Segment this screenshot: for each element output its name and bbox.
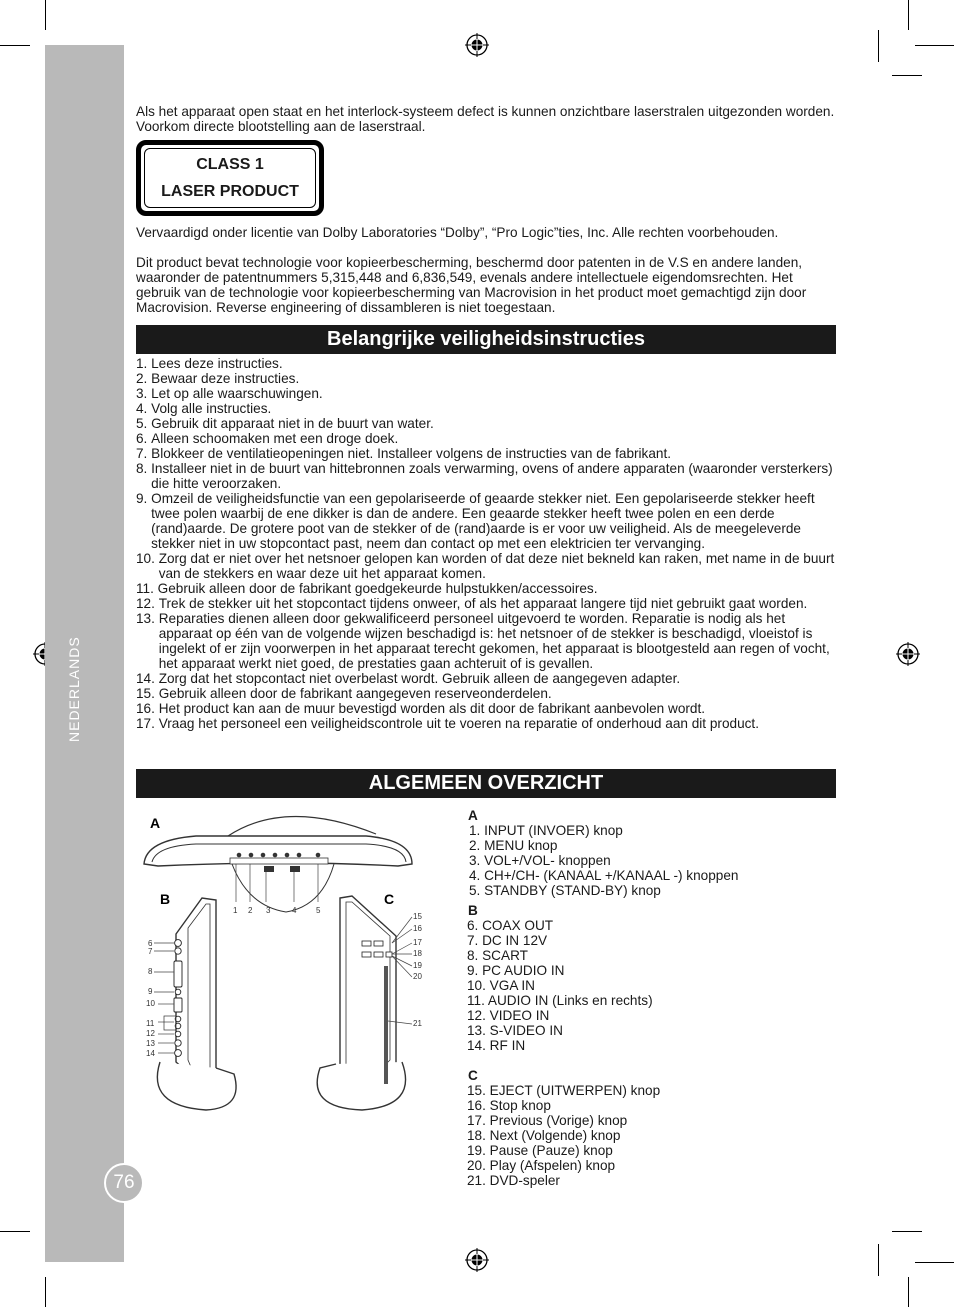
safety-item-text: Zorg dat er niet over het netsnoer gelopen kan worden of dat deze niet bekneld kan raken, met name in de buurt van de stekkers en waar deze uit het apparaat komen. [158, 551, 835, 581]
port-svideo [175, 1040, 181, 1046]
safety-item-number: 16. [136, 701, 159, 716]
legend-item: 9. PC AUDIO IN [467, 963, 565, 978]
dolby-text: Vervaardigd onder licentie van Dolby Laboratories “Dolby”, “Pro Logic”ties, Inc. Alle rechten voorbehouden. [136, 225, 779, 240]
callout-number: 3 [266, 906, 271, 915]
registration-mark-icon [465, 33, 489, 57]
crop-mark [878, 30, 879, 62]
legend-item: 7. DC IN 12V [467, 933, 548, 948]
crop-mark [0, 45, 30, 46]
btn-previous [362, 952, 371, 957]
left-stand [157, 1062, 236, 1110]
callout-number: 4 [292, 906, 297, 915]
safety-item-number: 14. [136, 671, 159, 686]
safety-item-text: Reparaties dienen alleen door gekwalificeerd personeel uitgevoerd te worden. Reparatie is nodig als het apparaat op één van de volgende wijzen beschadigd is: het netsnoer of de stekker is beschadigd, vloeistof is ingelekt of er zijn voorwerpen in het apparaat terecht gekomen, het apparaat is blootgesteld aan regen of vocht, het apparaat werkt niet goed, de prestaties gaan achteruit of is gevallen. [158, 611, 830, 671]
safety-item [136, 596, 836, 611]
laser-warning-text: Als het apparaat open staat en het interlock-systeem defect is kunnen onzichtbare laserstralen uitgezonden worden. Voorkom directe blootstelling aan de laserstraal. [136, 104, 835, 134]
callout-number: 8 [148, 967, 153, 976]
safety-item [136, 611, 836, 671]
button-dot [316, 853, 321, 858]
button-dot [297, 853, 302, 858]
crop-mark [892, 75, 922, 76]
safety-item [136, 716, 836, 731]
safety-item [136, 401, 836, 416]
callout-number: 10 [146, 999, 155, 1008]
button-dot [273, 853, 278, 858]
button-strip [230, 858, 328, 864]
diagram-label-a: A [150, 815, 161, 831]
legend-item: 6. COAX OUT [467, 918, 554, 933]
crop-mark [892, 1231, 922, 1232]
safety-item [136, 686, 836, 701]
safety-item-text: Lees deze instructies. [151, 356, 283, 371]
callout-number: 11 [146, 1019, 155, 1028]
port-dc [175, 948, 181, 954]
crop-mark [915, 1262, 954, 1263]
callout-number: 1 [233, 906, 238, 915]
legend-item: 11. AUDIO IN (Links en rechts) [467, 993, 653, 1008]
product-diagram [136, 806, 436, 1116]
callout-number: 9 [148, 987, 153, 996]
btn-eject [362, 941, 371, 946]
safety-item [136, 356, 836, 371]
legend-heading-c: C [468, 1068, 478, 1083]
safety-item-text: Alleen schoomaken met een droge doek. [151, 431, 399, 446]
safety-item [136, 701, 836, 716]
callout-number: 2 [248, 906, 253, 915]
legend-item: 5. STANDBY (STAND-BY) knop [469, 883, 661, 898]
button-dot [285, 853, 290, 858]
safety-item [136, 551, 836, 581]
language-label: NEDERLANDS [66, 636, 82, 742]
safety-item-number: 3. [136, 386, 152, 401]
crop-mark [915, 45, 954, 46]
crop-mark [0, 1231, 30, 1232]
safety-item-text: Trek de stekker uit het stopcontact tijdens onweer, of als het apparaat langere tijd niet gebruikt gaat worden. [158, 596, 808, 611]
legend-heading-b: B [468, 903, 478, 918]
side-bar [45, 45, 124, 1262]
legend-item: 17. Previous (Vorige) knop [467, 1113, 628, 1128]
callout-number: 17 [413, 938, 422, 947]
callout-number: 13 [146, 1039, 155, 1048]
safety-item-text: Vraag het personeel een veiligheidscontrole uit te voeren na reparatie of onderhoud aan dit product. [158, 716, 759, 731]
btn-next [374, 952, 383, 957]
laser-class-line1: CLASS 1 [196, 156, 264, 173]
safety-heading: Belangrijke veiligheidsinstructies [136, 325, 836, 354]
callout-number: 14 [146, 1049, 155, 1058]
callout-number: 19 [413, 961, 422, 970]
safety-item-number: 12. [136, 596, 159, 611]
safety-item [136, 386, 836, 401]
legend-group-a [468, 808, 738, 898]
stand-outline [228, 816, 376, 836]
safety-item-number: 13. [136, 611, 159, 626]
safety-item [136, 416, 836, 431]
callout-number: 5 [316, 906, 321, 915]
legend-item: 18. Next (Volgende) knop [467, 1128, 621, 1143]
callout-number: 16 [413, 924, 422, 933]
btn-pause [386, 952, 392, 957]
safety-item-number: 4. [136, 401, 152, 416]
safety-item-text: Let op alle waarschuwingen. [151, 386, 323, 401]
registration-mark-icon [896, 642, 920, 666]
safety-item-text: Gebruik alleen door de fabrikant aangegeven reserveonderdelen. [158, 686, 552, 701]
legend-item: 16. Stop knop [467, 1098, 551, 1113]
safety-item-number: 7. [136, 446, 152, 461]
callout-number: 6 [148, 939, 153, 948]
callout-number: 15 [413, 912, 422, 921]
safety-item-text: Installeer niet in de buurt van hittebronnen zoals verwarming, ovens of andere apparaten (waaronder versterkers) die hitte veroorzaken. [151, 461, 833, 491]
overview-heading: ALGEMEEN OVERZICHT [136, 769, 836, 798]
safety-list [136, 356, 836, 731]
port-coax [175, 940, 182, 947]
safety-item-text: Gebruik alleen door de fabrikant goedgekeurde hulpstukken/accessoires. [157, 581, 598, 596]
ch-rocker [290, 866, 300, 872]
callout-number: 18 [413, 949, 422, 958]
legend-heading-a: A [468, 808, 478, 823]
page-number: 76 [104, 1163, 144, 1203]
safety-item-text: Zorg dat het stopcontact niet overbelast wordt. Gebruik alleen de aangegeven adapter. [158, 671, 681, 686]
port-rf [175, 1050, 182, 1057]
diagram-label-c: C [384, 891, 395, 907]
safety-item-number: 8. [136, 461, 152, 476]
safety-item [136, 581, 836, 596]
safety-item-text: Bewaar deze instructies. [151, 371, 300, 386]
safety-item-text: Het product kan aan de muur bevestigd worden als dit door de fabrikant aanbevolen wordt. [158, 701, 706, 716]
safety-item-number: 15. [136, 686, 159, 701]
laser-class-line2: LASER PRODUCT [161, 183, 299, 200]
safety-item-number: 10. [136, 551, 159, 566]
legend-item: 21. DVD-speler [467, 1173, 560, 1188]
safety-item-number: 6. [136, 431, 152, 446]
port-pc-audio [175, 989, 181, 995]
safety-item [136, 431, 836, 446]
legend-item: 12. VIDEO IN [467, 1008, 550, 1023]
legend-group-c [468, 1068, 660, 1188]
registration-mark-icon [465, 1248, 489, 1272]
port-vga [174, 998, 182, 1012]
safety-item-text: Gebruik dit apparaat niet in de buurt van water. [151, 416, 434, 431]
legend-item: 4. CH+/CH- (KANAAL +/KANAAL -) knoppen [469, 868, 739, 883]
safety-item-text: Blokkeer de ventilatieopeningen niet. Installeer volgens de instructies van de fabrikant. [151, 446, 672, 461]
callout-number: 21 [413, 1019, 422, 1028]
safety-item-text: Volg alle instructies. [151, 401, 272, 416]
legend-item: 2. MENU knop [469, 838, 558, 853]
safety-item-number: 17. [136, 716, 159, 731]
dvd-slot [384, 966, 388, 1084]
crop-mark [45, 0, 46, 30]
legend-item: 20. Play (Afspelen) knop [467, 1158, 616, 1173]
legend-item: 1. INPUT (INVOER) knop [469, 823, 623, 838]
callout-number: 20 [413, 972, 422, 981]
crop-mark [878, 1244, 879, 1276]
legend-item: 14. RF IN [467, 1038, 526, 1053]
legend-item: 10. VGA IN [467, 978, 536, 993]
button-dot [261, 853, 266, 858]
btn-stop [374, 941, 383, 946]
macrovision-text: Dit product bevat technologie voor kopieerbescherming, beschermd door patenten in de V.S en andere landen, waaronder de patentnummers 5,315,448 and 6,836,549, evenals andere intellectuele eigendomsrechten. Het gebruik van de technologie voor kopieerbescherming van Macrovision in het product moet gemachtigd zijn door Macrovision. Reverse engineering of dissambleren is niet toegestaan. [136, 255, 807, 315]
vol-rocker [264, 866, 274, 872]
legend-item: 3. VOL+/VOL- knoppen [469, 853, 611, 868]
safety-item-number: 1. [136, 356, 152, 371]
crop-mark [45, 1277, 46, 1307]
safety-item-number: 5. [136, 416, 152, 431]
button-dot [237, 853, 242, 858]
crop-mark [908, 1277, 909, 1307]
legend-list-b [467, 918, 653, 1053]
safety-item [136, 446, 836, 461]
legend-item: 13. S-VIDEO IN [467, 1023, 563, 1038]
button-dot [249, 853, 254, 858]
diagram-label-b: B [160, 891, 171, 907]
safety-item-number: 11. [136, 581, 158, 596]
safety-item-number: 2. [136, 371, 152, 386]
legend-list-a [468, 823, 738, 898]
port-scart [174, 961, 182, 987]
legend-item: 8. SCART [467, 948, 528, 963]
legend-group-b [468, 903, 653, 1053]
safety-item-text: Omzeil de veiligheidsfunctie van een gepolariseerde of geaarde stekker niet. Een gepolariseerde stekker heeft twee polen waarbij de ene dikker is dan de andere. Een geaarde stekker heeft twee polen en een derde (rand)aarde. De grotere poot van de stekker of de (rand)aarde is er voor uw veiligheid. Als de meegeleverde stekker niet in uw stopcontact past, neem dan contact op met een elektricien ter vervanging. [151, 491, 815, 551]
safety-item [136, 461, 836, 491]
safety-item [136, 491, 836, 551]
legend-item: 19. Pause (Pauze) knop [467, 1143, 613, 1158]
safety-item [136, 671, 836, 686]
legend-item: 15. EJECT (UITWERPEN) knop [467, 1083, 661, 1098]
callout-number: 7 [148, 947, 153, 956]
crop-mark [908, 0, 909, 30]
safety-item-number: 9. [136, 491, 152, 506]
port-video [175, 1031, 181, 1037]
legend-list-c [467, 1083, 660, 1188]
laser-class-label [136, 140, 324, 216]
callout-number: 12 [146, 1029, 155, 1038]
right-stand [317, 1062, 405, 1110]
safety-item [136, 371, 836, 386]
